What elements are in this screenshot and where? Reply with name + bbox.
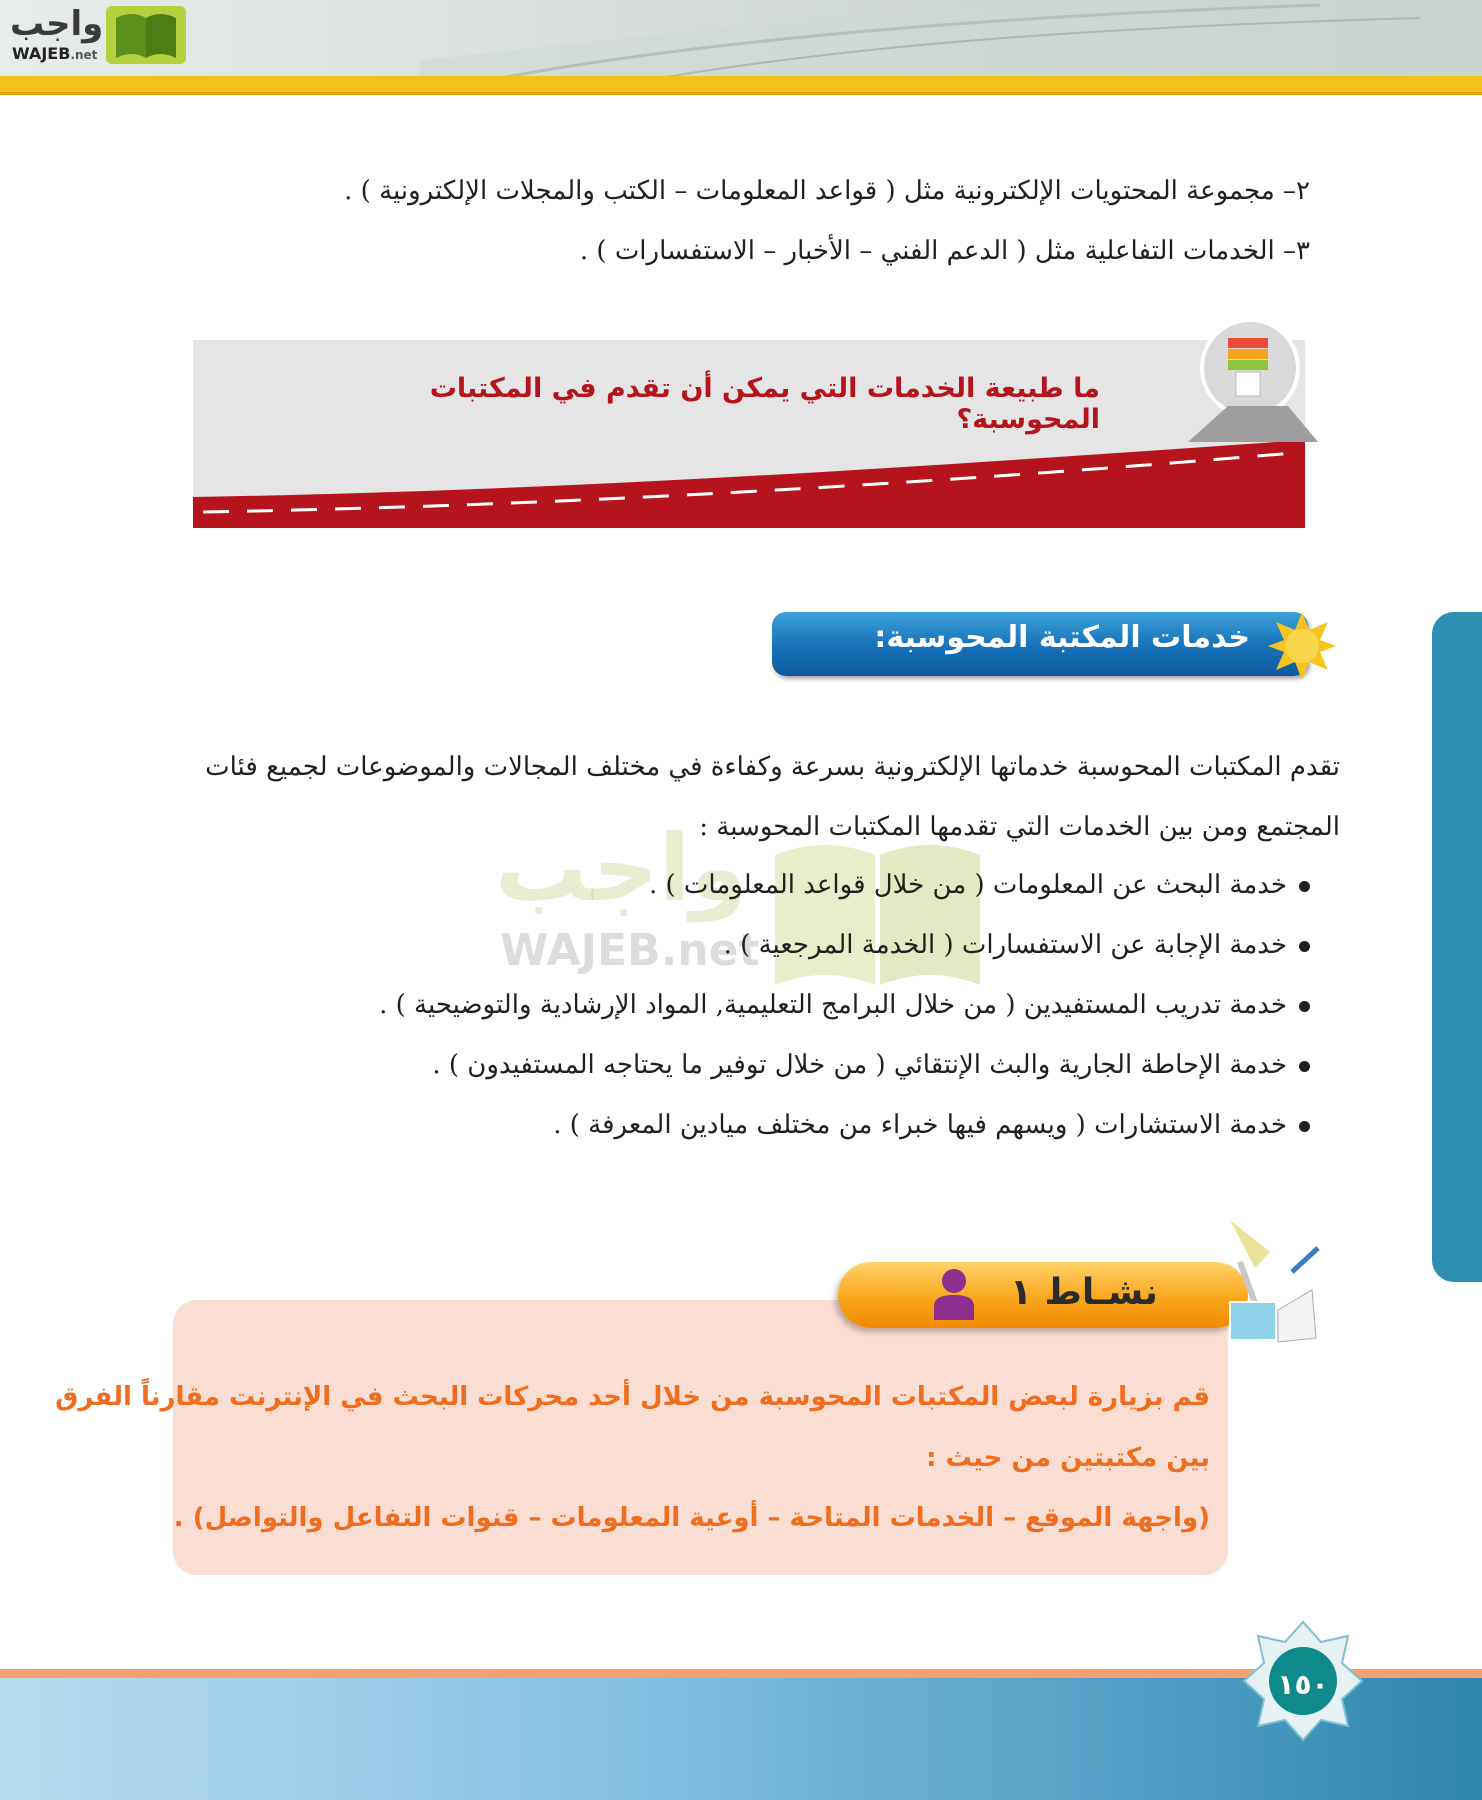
section-paragraph-line1: تقدم المكتبات المحوسبة خدماتها الإلكترونية بسرعة وكفاءة في مختلف المجالات والموضوعات لجميع فئات [205, 752, 1340, 782]
section-title: خدمات المكتبة المحوسبة: [874, 620, 1250, 655]
activity-line1: قم بزيارة لبعض المكتبات المحوسبة من خلال أحد محركات البحث في الإنترنت مقارناً الفرق [55, 1382, 1210, 1412]
activity-box [173, 1300, 1228, 1575]
bullet-dot [1299, 1121, 1310, 1132]
watermark-text: واجب [495, 815, 748, 922]
watermark-subtitle: WAJEB.net [500, 925, 760, 976]
logo-subtitle-main: WAJEB [12, 44, 71, 63]
intro-item-2: ٢– مجموعة المحتويات الإلكترونية مثل ( قواعد المعلومات – الكتب والمجلات الإلكترونية ) . [344, 176, 1310, 206]
page-header [0, 0, 1482, 78]
bullet-dot [1299, 1001, 1310, 1012]
page-number: ١٥٠ [1277, 1668, 1329, 1701]
logo-text: واجب [10, 4, 104, 44]
list-item: خدمة تدريب المستفيدين ( من خلال البرامج التعليمية, المواد الإرشادية والتوضيحية ) . [379, 990, 1310, 1020]
question-text: ما طبيعة الخدمات التي يمكن أن تقدم في المكتبات المحوسبة؟ [429, 373, 1100, 435]
bullet-dot [1299, 881, 1310, 892]
bullet-dot [1299, 941, 1310, 952]
desk-lamp-icon [1200, 1212, 1320, 1352]
list-item: خدمة الاستشارات ( ويسهم فيها خبراء من مختلف ميادين المعرفة ) . [553, 1110, 1310, 1140]
lightbulb-head-icon [1188, 316, 1318, 446]
person-icon [932, 1268, 976, 1320]
watermark-book-icon [765, 835, 990, 985]
logo-subtitle-ext: .net [70, 48, 98, 62]
header-decoration [420, 0, 1482, 78]
intro-item-3: ٣– الخدمات التفاعلية مثل ( الدعم الفني – الأخبار – الاستفسارات ) . [579, 236, 1310, 266]
activity-line2: بين مكتبتين من حيث : [926, 1443, 1210, 1473]
sun-icon [1266, 610, 1338, 682]
bullet-dot [1299, 1061, 1310, 1072]
section-paragraph-line2: المجتمع ومن بين الخدمات التي تقدمها المكتبات المحوسبة : [699, 812, 1340, 842]
list-item: خدمة الإحاطة الجارية والبث الإنتقائي ( من خلال توفير ما يحتاجه المستفيدون ) . [432, 1050, 1310, 1080]
activity-line3: (واجهة الموقع – الخدمات المتاحة – أوعية المعلومات – قنوات التفاعل والتواصل) . [173, 1503, 1210, 1533]
list-item: خدمة الإجابة عن الاستفسارات ( الخدمة المرجعية ) . [724, 930, 1310, 960]
header-band [0, 76, 1482, 95]
book-logo-icon [106, 6, 186, 64]
activity-title: نشـاط ١ [1010, 1272, 1158, 1313]
side-tab [1432, 612, 1482, 1282]
logo-subtitle [12, 44, 97, 63]
list-item: خدمة البحث عن المعلومات ( من خلال قواعد المعلومات ) . [649, 870, 1310, 900]
